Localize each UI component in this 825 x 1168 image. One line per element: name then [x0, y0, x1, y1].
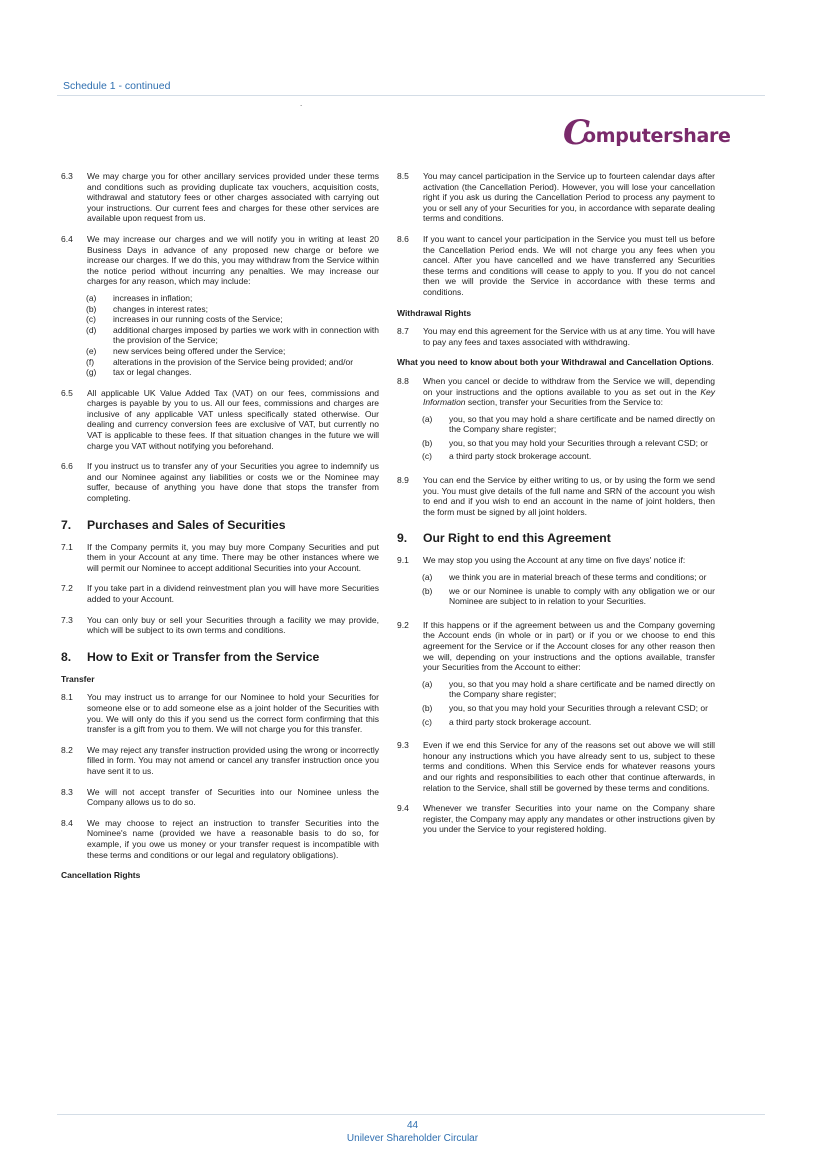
section-number: 7.: [61, 517, 72, 532]
clause-8-1: [61, 692, 379, 734]
clause-number: 6.3: [61, 171, 73, 181]
clause-7-1: [61, 542, 379, 574]
heading-text: What you need to know about both your Withdrawal and Cancellation Options: [397, 357, 712, 368]
clause-8-8-list: [422, 414, 715, 462]
clause-number: 8.7: [397, 326, 409, 337]
clause-number: 7.2: [61, 583, 73, 594]
clause-number: 8.6: [397, 233, 409, 244]
clause-9-4: [397, 803, 715, 835]
list-label: (c): [422, 451, 432, 462]
list-label: (b): [422, 702, 433, 713]
clause-text: You may instruct us to arrange for our Nominee to hold your Securities for someone else or to add someone else as a joint holder of the Securities with you. We will only do this if you send us the correct form confirming that this transfer is a gift from you to them. We will not charge you for this transfer.: [87, 692, 379, 735]
list-text: you, so that you may hold a share certificate and be named directly on the Company share register;: [449, 413, 715, 435]
section-heading-7: [61, 518, 379, 532]
clause-text: We may choose to reject an instruction to transfer Securities into the Nominee's name (provided we have a reasonable basis to do so, for example, if you owe us money or your transfer request is incompatible with these terms and conditions or our legal and regulatory obligations).: [87, 817, 379, 860]
clause-number: 8.2: [61, 744, 73, 755]
computershare-logo: [563, 113, 731, 158]
footer-title: Unilever Shareholder Circular: [346, 1133, 479, 1144]
list-item: [86, 325, 379, 346]
withdrawal-rights-heading: Withdrawal Rights: [397, 307, 472, 318]
logo-wordmark: omputershare: [583, 125, 731, 147]
clause-8-6: [397, 234, 715, 298]
cancellation-rights-heading: Cancellation Rights: [61, 870, 141, 881]
clause-text: You may cancel participation in the Service up to fourteen calendar days after activation (the Cancellation Period). However, you will lose your cancellation right if you ask us during the Cancellation Period to process any payment to you or sell any of your Securities for you, in accordance with separate dealing terms and conditions.: [423, 171, 715, 224]
section-heading-8: [61, 650, 379, 664]
text-part: section, transfer your Securities from the Service to:: [465, 397, 663, 408]
text-part: When you cancel or decide to withdraw from the Service we will, depending on your instructions and the options available to you as set out in the: [423, 375, 715, 397]
list-label: (a): [422, 678, 433, 689]
header-divider: [57, 95, 765, 96]
clause-text: Even if we end this Service for any of the reasons set out above we will still honour any instructions which you have already sent to us, subject to these terms and conditions. When this Service ends for whatever reasons yours and our rights and responsibilities to each other that continue afterwards, in relation to the Service, shall still be governed by these terms and conditions.: [423, 740, 715, 793]
list-label: (b): [86, 303, 97, 314]
clause-9-1-list: [422, 572, 715, 607]
clause-8-3: [61, 787, 379, 808]
clause-8-4: [61, 818, 379, 860]
clause-6-5: [61, 388, 379, 452]
clause-text: Whenever we transfer Securities into your name on the Company share register, the Company may apply any mandates or other instructions given by you under the Service to your registered holding.: [423, 803, 715, 835]
transfer-heading: Transfer: [61, 673, 95, 684]
clause-text: We will not accept transfer of Securities into our Nominee unless the Company allows us to do so.: [87, 786, 379, 808]
list-text: new services being offered under the Service;: [113, 345, 286, 356]
clause-text: If this happens or if the agreement between us and the Company governing the Account ends (in whole or in part) or if you or we choose to end this agreement for the Service or if the Account closes for any other reason then we will, depending on your instructions and the options available, transfer your Securities from the Account to either:: [423, 619, 715, 673]
list-item: [422, 679, 715, 700]
withdrawal-cancellation-heading: [397, 357, 715, 368]
clause-number: 6.4: [61, 233, 73, 244]
clause-number: 6.5: [61, 387, 73, 398]
list-label: (d): [86, 324, 97, 335]
clause-text: If the Company permits it, you may buy more Company Securities and put them in your Account at any time. There may be other instances where we will permit our Nominee to accept additional Securities into your Account.: [87, 541, 379, 573]
clause-text: All applicable UK Value Added Tax (VAT) on our fees, commissions and charges is payable by you to us. All our fees, commissions and charges are inclusive of any applicable VAT unless specifically stated otherwise. Our dealing and currency conversion fees are exclusive of VAT, but currently no VAT is applicable to these fees. If that situation changes in the future we will charge you VAT without notifying you beforehand.: [87, 387, 379, 451]
clause-number: 7.1: [61, 541, 73, 552]
clause-6-4-list: [86, 293, 379, 378]
heading-tail: .: [711, 357, 714, 368]
clause-9-3: [397, 740, 715, 793]
list-text: increases in our running costs of the Service;: [113, 314, 283, 325]
left-column: [61, 171, 379, 889]
clause-8-2: [61, 745, 379, 777]
list-text: a third party stock brokerage account.: [449, 716, 592, 727]
clause-number: 8.4: [61, 817, 73, 828]
clause-9-1: [397, 555, 715, 609]
clause-text: If you want to cancel your participation in the Service you must tell us before the Cancellation Period ends. We will not charge you any fees when you cancel. After you have cancelled and we have transferred any Securities these terms and conditions will cease to apply to you. If you do not cancel then we will provide the Service in accordance with these terms and conditions.: [423, 233, 715, 297]
list-item: [422, 414, 715, 435]
clause-6-3: [61, 171, 379, 224]
clause-text: You can only buy or sell your Securities through a facility we may provide, which will be subject to its own terms and conditions.: [87, 614, 379, 636]
clause-7-2: [61, 583, 379, 604]
list-text: we or our Nominee is unable to comply with any obligation we or our Nominee are subject to in relation to your Securities.: [449, 585, 715, 607]
clause-6-4: [61, 234, 379, 378]
clause-number: 8.5: [397, 171, 409, 181]
clause-text: You can end the Service by either writing to us, or by using the form we send you. You must give details of the full name and SRN of the account you wish to end and if you wish to end an account in the name of joint holders, then the form must be signed by all joint holders.: [423, 475, 715, 517]
list-label: (f): [86, 356, 95, 367]
list-text: you, so that you may hold a share certificate and be named directly on the Company share register;: [449, 678, 715, 700]
footer-divider: [57, 1114, 765, 1115]
list-item: [86, 314, 379, 325]
clause-text: We may charge you for other ancillary services provided under these terms and conditions such as providing duplicate tax vouchers, acquisition costs, withdrawal and statutory fees or other charges associated with carrying out your instructions. Our current fees and charges for these other services are available upon request from us.: [87, 171, 379, 224]
list-item: [86, 367, 379, 378]
section-title: How to Exit or Transfer from the Service: [87, 649, 320, 664]
clause-number: 9.1: [397, 555, 409, 566]
list-text: increases in inflation;: [113, 292, 193, 303]
section-number: 8.: [61, 649, 72, 664]
list-item: [86, 304, 379, 315]
list-item: [422, 586, 715, 607]
clause-8-9: [397, 475, 715, 517]
list-label: (a): [86, 292, 97, 303]
list-label: (c): [86, 314, 96, 325]
clause-number: 8.1: [61, 692, 73, 703]
clause-number: 8.8: [397, 375, 409, 386]
right-column: [397, 171, 715, 845]
list-item: [422, 451, 715, 462]
list-label: (b): [422, 437, 433, 448]
section-number: 9.: [397, 531, 408, 546]
list-item: [422, 703, 715, 714]
clause-text: We may stop you using the Account at any time on five days' notice if:: [423, 555, 686, 566]
list-label: (a): [422, 572, 433, 583]
clause-9-2: [397, 620, 715, 730]
clause-8-7: [397, 326, 715, 347]
page-number: 44: [406, 1120, 419, 1131]
clause-text: [423, 376, 715, 408]
clause-text: We may increase our charges and we will notify you in writing at least 20 Business Days in advance of any proposed new charge or before we increase our charges. If we do this, you may withdraw from the Service within the notice period without incurring any penalties. We may increase our charges for any reason, which may include:: [87, 233, 379, 287]
list-item: [422, 717, 715, 728]
logo-initial: C: [563, 113, 591, 153]
list-text: a third party stock brokerage account.: [449, 451, 592, 462]
list-item: [422, 438, 715, 449]
list-label: (c): [422, 716, 432, 727]
list-item: [86, 357, 379, 368]
clause-text: If you instruct us to transfer any of your Securities you agree to indemnify us and our Nominee against any liabilities or costs we or the Nominee may suffer, because of anything you have done that stops the transfer from completing.: [87, 461, 379, 504]
key-information-ref: Key Information: [423, 386, 715, 408]
list-text: tax or legal changes.: [113, 367, 192, 378]
clause-number: 9.3: [397, 740, 409, 751]
clause-number: 8.3: [61, 786, 73, 797]
clause-number: 9.4: [397, 803, 409, 814]
section-title: Purchases and Sales of Securities: [87, 517, 286, 532]
clause-number: 7.3: [61, 614, 73, 625]
clause-text: You may end this agreement for the Service with us at any time. You will have to pay any fees and taxes associated with withdrawing.: [423, 326, 715, 347]
list-item: [86, 346, 379, 357]
list-item: [422, 572, 715, 583]
clause-7-3: [61, 615, 379, 636]
clause-6-6: [61, 461, 379, 503]
section-title: Our Right to end this Agreement: [423, 531, 611, 546]
clause-text: We may reject any transfer instruction provided using the wrong or incorrectly filled in form. You may not amend or cancel any transfer instruction once you have sent it to us.: [87, 744, 379, 776]
list-text: changes in interest rates;: [113, 303, 208, 314]
list-item: [86, 293, 379, 304]
list-text: you, so that you may hold your Securities through a relevant CSD; or: [449, 437, 708, 448]
list-text: you, so that you may hold your Securities through a relevant CSD; or: [449, 702, 708, 713]
list-label: (e): [86, 345, 97, 356]
list-text: alterations in the provision of the Service being provided; and/or: [113, 356, 354, 367]
clause-8-5: [397, 171, 715, 224]
list-label: (a): [422, 413, 433, 424]
list-text: we think you are in material breach of these terms and conditions; or: [449, 572, 707, 583]
list-label: (b): [422, 585, 433, 596]
section-heading-9: [397, 531, 715, 545]
clause-number: 8.9: [397, 475, 409, 486]
clause-9-2-list: [422, 679, 715, 727]
schedule-header: Schedule 1 - continued: [63, 80, 171, 92]
stray-mark: .: [300, 99, 303, 108]
list-label: (g): [86, 367, 97, 378]
clause-text: If you take part in a dividend reinvestment plan you will have more Securities added to your Account.: [87, 583, 379, 604]
clause-number: 6.6: [61, 461, 73, 472]
clause-8-8: [397, 376, 715, 465]
list-text: additional charges imposed by parties we work with in connection with the provision of the Service;: [113, 324, 379, 346]
clause-number: 9.2: [397, 619, 409, 630]
